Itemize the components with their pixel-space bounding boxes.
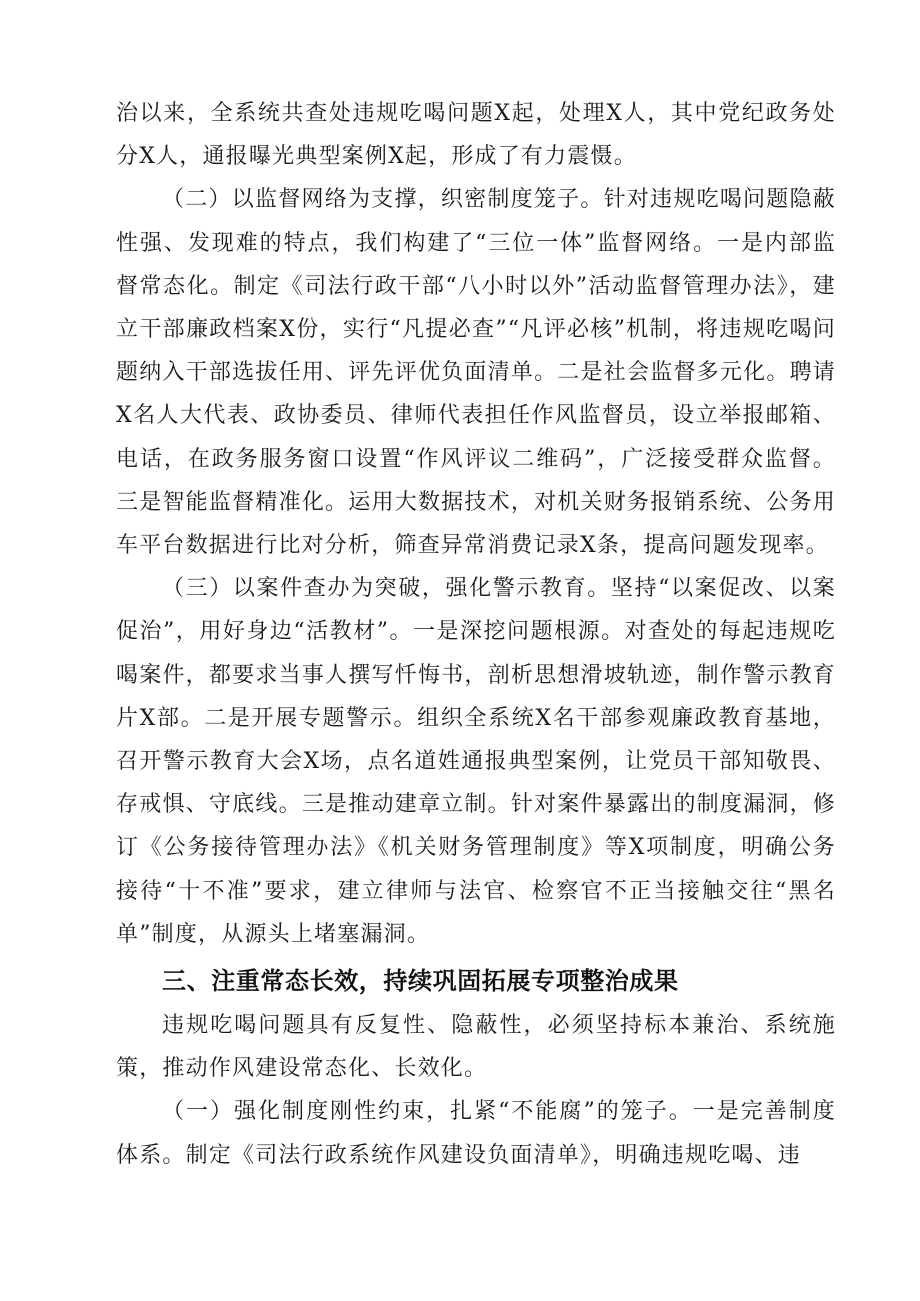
- section-heading: 三、注重常态长效，持续巩固拓展专项整治成果: [162, 967, 679, 996]
- paragraph-system-constraints: （一）强化制度刚性约束，扎紧“不能腐”的笼子。一是完善制度体系。制定《司法行政系统作风建设负面清单》，明确违规吃喝、违: [116, 1099, 836, 1168]
- paragraph-supervision-network: （二）以监督网络为支撑，织密制度笼子。针对违规吃喝问题隐蔽性强、发现难的特点，我们构建了“三位一体”监督网络。一是内部监督常态化。制定《司法行政干部“八小时以外”活动监督管理办法》，建立干部廉政档案X份，实行“凡提必查”“凡评必核”机制，将违规吃喝问题纳入干部选拔任用、评先评优负面清单。二是社会监督多元化。聘请X名人大代表、政协委员、律师代表担任作风监督员，设立举报邮箱、电话，在政务服务窗口设置“作风评议二维码”，广泛接受群众监督。三是智能监督精准化。运用大数据技术，对机关财务报销系统、公务用车平台数据进行比对分析，筛查异常消费记录X条，提高问题发现率。: [116, 187, 836, 559]
- paragraph-section-intro: 违规吃喝问题具有反复性、隐蔽性，必须坚持标本兼治、系统施策，推动作风建设常态化、长效化。: [116, 1013, 836, 1082]
- paragraph-case-handling: （三）以案件查办为突破，强化警示教育。坚持“以案促改、以案促治”，用好身边“活教材”。一是深挖问题根源。对查处的每起违规吃喝案件，都要求当事人撰写忏悔书，剖析思想滑坡轨迹，制作警示教育片X部。二是开展专题警示。组织全系统X名干部参观廉政教育基地，召开警示教育大会X场，点名道姓通报典型案例，让党员干部知敬畏、存戒惧、守底线。三是推动建章立制。针对案件暴露出的制度漏洞，修订《公务接待管理办法》《机关财务管理制度》等X项制度，明确公务接待“十不准”要求，建立律师与法官、检察官不正当接触交往“黑名单”制度，从源头上堵塞漏洞。: [116, 576, 836, 947]
- paragraph-continuation: 治以来，全系统共查处违规吃喝问题X起，处理X人，其中党纪政务处分X人，通报曝光典型案例X起，形成了有力震慑。: [116, 101, 836, 170]
